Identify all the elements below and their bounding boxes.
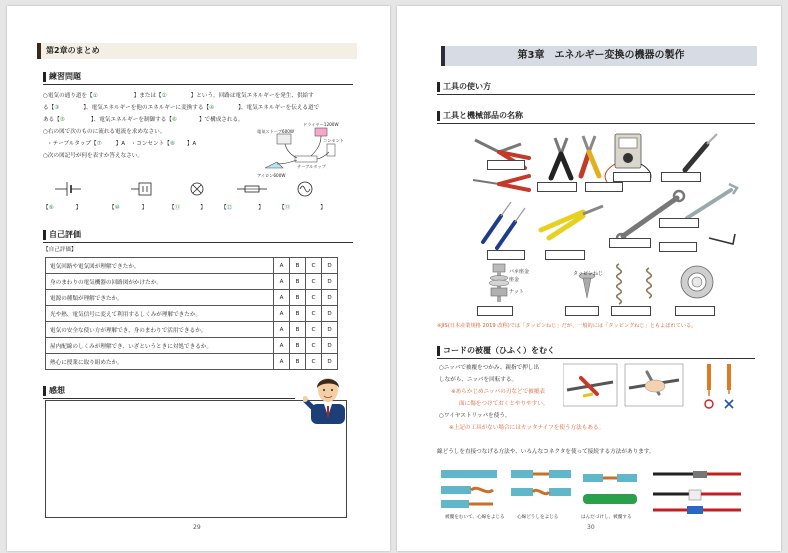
soldering-iron-icon bbox=[681, 134, 717, 176]
left-page bbox=[7, 6, 390, 551]
outlet-symbol-icon bbox=[131, 183, 151, 195]
label-box-1[interactable] bbox=[487, 160, 525, 170]
grade-option-b[interactable]: B bbox=[290, 306, 306, 322]
strip-line-2: しながら、ニッパを回転する。 bbox=[439, 377, 518, 383]
ok-ng-illustration bbox=[705, 364, 733, 408]
self-eval-row bbox=[46, 306, 338, 322]
parts-heading bbox=[437, 107, 755, 124]
grade-option-c[interactable]: C bbox=[306, 306, 322, 322]
splice-step-1 bbox=[441, 470, 497, 508]
grade-option-d[interactable]: D bbox=[322, 290, 338, 306]
hex-key-icon bbox=[709, 234, 735, 244]
strip-heading bbox=[437, 342, 755, 359]
washer-label: 座金 bbox=[509, 277, 520, 283]
ok-mark-icon bbox=[705, 400, 713, 408]
crimping-tool-icon bbox=[541, 206, 603, 238]
grade-option-d[interactable]: D bbox=[322, 258, 338, 274]
tap-shape bbox=[295, 156, 317, 162]
circuit-symbols bbox=[47, 178, 347, 200]
cutter-note: ※上記の工具がない場合にはカッタナイフを使う方法もある。 bbox=[449, 425, 605, 431]
tapping-screw-label: タッピンねじ bbox=[573, 271, 604, 277]
grade-option-a[interactable]: A bbox=[274, 322, 290, 338]
hand-nipper-illustration-1 bbox=[563, 364, 617, 406]
label-box-14[interactable] bbox=[675, 306, 715, 316]
self-eval-question: 電源の種類が理解できたか。 bbox=[46, 290, 274, 306]
grade-option-c[interactable]: C bbox=[306, 354, 322, 370]
grade-option-d[interactable]: D bbox=[322, 338, 338, 354]
chapter-title: 第3章 エネルギー変換の機器の製作 bbox=[517, 50, 685, 61]
tools-title: 工具の使い方 bbox=[443, 82, 491, 91]
hand-nipper-illustration-2 bbox=[625, 364, 683, 406]
circuit-diagram bbox=[255, 120, 347, 180]
q2-text: ○右の図で次のものに流れる電流を求めなさい。 bbox=[43, 129, 166, 135]
grade-option-d[interactable]: D bbox=[322, 274, 338, 290]
q1-line-1: ○電気の通り道を【① 】または【② 】という。回路は電気エネルギーを発生、供給す bbox=[43, 93, 314, 99]
self-eval-table bbox=[45, 257, 338, 370]
self-eval-question: 電気の安全な使い方が理解でき、身のまわりで活用できるか。 bbox=[46, 322, 274, 338]
q3-text: ○次の図記号が何を表すか答えなさい。 bbox=[43, 153, 143, 159]
answer-13: 【⑬ 】 bbox=[279, 205, 326, 211]
cable-cutter-icon bbox=[581, 136, 599, 176]
answer-9: 【⑨ 】 bbox=[43, 205, 82, 211]
tools-heading bbox=[437, 78, 755, 95]
impression-title: 感想 bbox=[49, 386, 65, 395]
self-eval-question: 身のまわりの電気機器の回路図がかけたか。 bbox=[46, 274, 274, 290]
splice-step-3 bbox=[583, 474, 637, 504]
nut-label: ナット bbox=[509, 289, 524, 295]
label-box-12[interactable] bbox=[565, 306, 599, 316]
q1-line-2: る【③ 】、電気エネルギーを他のエネルギーに変換する【④ 】、電気エネルギーを伝える道で bbox=[43, 105, 320, 111]
self-eval-row bbox=[46, 290, 338, 306]
spring-washer-label: バネ座金 bbox=[509, 269, 530, 275]
label-box-7[interactable] bbox=[545, 250, 585, 260]
iron-shape bbox=[265, 162, 283, 168]
grade-option-c[interactable]: C bbox=[306, 258, 322, 274]
bearing-icon bbox=[681, 266, 713, 298]
self-eval-row bbox=[46, 354, 338, 370]
grade-option-b[interactable]: B bbox=[290, 322, 306, 338]
grade-option-b[interactable]: B bbox=[290, 274, 306, 290]
ac-source-symbol-icon bbox=[298, 182, 312, 196]
strip-line-1: ○ニッパで被覆をつかみ、親指で押し出 bbox=[439, 365, 539, 371]
grade-option-a[interactable]: A bbox=[274, 290, 290, 306]
self-eval-question: 熱心に授業に取り組めたか。 bbox=[46, 354, 274, 370]
label-box-10[interactable] bbox=[659, 242, 697, 252]
self-eval-question: 屋内配線のしくみが理解でき、いざというときに対処できるか。 bbox=[46, 338, 274, 354]
caption-3: はんだづけし、被覆する bbox=[581, 515, 632, 520]
chapter-heading bbox=[441, 46, 757, 66]
grade-option-a[interactable]: A bbox=[274, 274, 290, 290]
tap-label: テーブルタップ bbox=[297, 164, 326, 169]
needle-nose-pliers-icon bbox=[473, 176, 529, 190]
self-eval-subtitle: 【自己評価】 bbox=[43, 247, 77, 253]
self-eval-title: 自己評価 bbox=[49, 230, 81, 239]
impression-heading bbox=[43, 382, 295, 399]
label-box-13[interactable] bbox=[611, 306, 651, 316]
grade-option-d[interactable]: D bbox=[322, 306, 338, 322]
wrench-icon bbox=[617, 191, 684, 242]
jis-note: ※JIS(日本産業規格 2019 改称)では「タッピンねじ」だが、一般的には「タッピングねじ」ともよばれている。 bbox=[437, 323, 697, 329]
connect-text: 線どうしを直接つなげる方法や、いろんなコネクタを使って接続する方法があります。 bbox=[437, 449, 655, 455]
right-page bbox=[397, 6, 781, 551]
self-eval-heading bbox=[43, 226, 353, 243]
grade-option-b[interactable]: B bbox=[290, 258, 306, 274]
practice-heading bbox=[43, 68, 353, 85]
label-box-6[interactable] bbox=[487, 250, 525, 260]
answer-12: 【⑫ 】 bbox=[221, 205, 264, 211]
label-box-9[interactable] bbox=[659, 218, 699, 228]
strip-note-2: 面に傷をつけておくとやりやすい。 bbox=[459, 401, 549, 407]
self-eval-row bbox=[46, 322, 338, 338]
splice-step-2 bbox=[511, 470, 571, 496]
battery-symbol-icon bbox=[55, 182, 81, 196]
stove-shape bbox=[277, 134, 291, 144]
summary-title: 第2章のまとめ bbox=[46, 46, 100, 55]
spanner-icon bbox=[687, 184, 737, 218]
summary-heading bbox=[37, 43, 357, 59]
page-number-left: 29 bbox=[193, 524, 201, 531]
lamp-symbol-icon bbox=[191, 183, 203, 195]
parts-title: 工具と機械部品の名称 bbox=[443, 111, 523, 120]
grade-option-b[interactable]: B bbox=[290, 290, 306, 306]
stripping-illustration bbox=[563, 360, 763, 412]
dryer-label: ドライヤー1200W bbox=[303, 122, 339, 127]
grade-option-c[interactable]: C bbox=[306, 322, 322, 338]
ng-mark-icon bbox=[725, 400, 733, 408]
grade-option-d[interactable]: D bbox=[322, 354, 338, 370]
strip-note-1: ※あらかじめニッパの刃などで被覆表 bbox=[451, 389, 545, 395]
grade-option-a[interactable]: A bbox=[274, 338, 290, 354]
impression-box[interactable] bbox=[45, 400, 347, 518]
label-box-11[interactable] bbox=[477, 306, 513, 316]
outlet-shape bbox=[327, 144, 335, 156]
self-eval-row bbox=[46, 258, 338, 274]
iron-label: アイロン600W bbox=[257, 173, 286, 178]
self-eval-question: 電気回路や電気図が理解できたか。 bbox=[46, 258, 274, 274]
grade-option-c[interactable]: C bbox=[306, 274, 322, 290]
answer-11: 【⑪ 】 bbox=[169, 205, 206, 211]
grade-option-b[interactable]: B bbox=[290, 338, 306, 354]
q1-line-3: ある【⑤ 】、電気エネルギーを制御する【⑥ 】で構成される。 bbox=[43, 117, 244, 123]
grade-option-a[interactable]: A bbox=[274, 258, 290, 274]
dryer-shape bbox=[315, 128, 327, 136]
connector-photo bbox=[653, 471, 741, 514]
practice-title: 練習問題 bbox=[49, 72, 81, 81]
stove-label: 電気ストーブ600W bbox=[257, 129, 295, 134]
self-eval-row bbox=[46, 274, 338, 290]
answer-10: 【⑩ 】 bbox=[109, 205, 148, 211]
spring-icon bbox=[617, 264, 652, 304]
grade-option-b[interactable]: B bbox=[290, 354, 306, 370]
grade-option-a[interactable]: A bbox=[274, 354, 290, 370]
teacher-illustration bbox=[303, 370, 353, 424]
grade-option-c[interactable]: C bbox=[306, 338, 322, 354]
stripper-line: ○ワイヤストリッパを使う。 bbox=[439, 413, 511, 419]
grade-option-c[interactable]: C bbox=[306, 290, 322, 306]
fuse-symbol-icon bbox=[237, 186, 267, 192]
self-eval-row bbox=[46, 338, 338, 354]
self-eval-question: 光や熱、電気信号に変えて利用するしくみが理解できたか。 bbox=[46, 306, 274, 322]
screwdriver-icon bbox=[483, 202, 525, 248]
grade-option-a[interactable]: A bbox=[274, 306, 290, 322]
strip-title: コードの被覆（ひふく）をむく bbox=[443, 346, 555, 355]
outlet-label: コンセント bbox=[323, 138, 344, 143]
caption-2: 心線どうしをよじる bbox=[517, 515, 559, 520]
bolt-nut-icon bbox=[489, 264, 509, 302]
page-number-right: 30 bbox=[587, 524, 595, 531]
label-box-8[interactable] bbox=[609, 238, 651, 248]
grade-option-d[interactable]: D bbox=[322, 322, 338, 338]
caption-1: 被覆をむいて、心線をよじる bbox=[445, 515, 505, 520]
q2-items: ・テーブルタップ【⑦ 】A ・コンセント【⑧ 】A bbox=[47, 141, 197, 147]
